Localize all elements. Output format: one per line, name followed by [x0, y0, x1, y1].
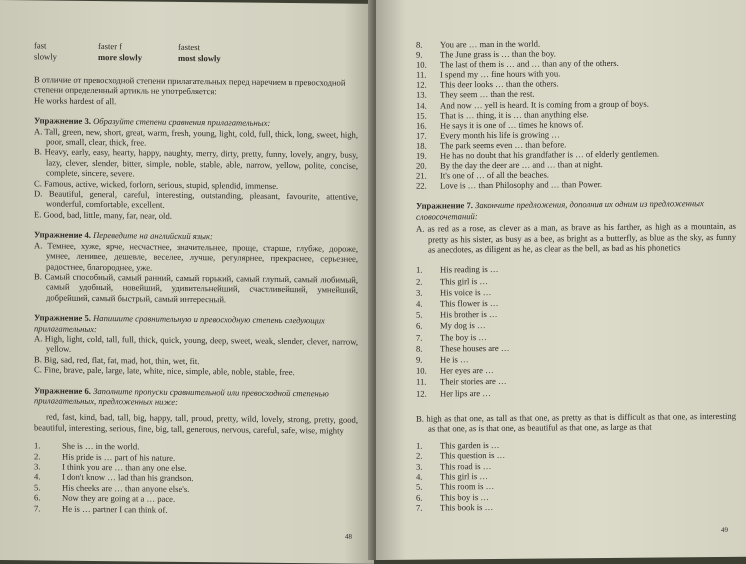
list-item — [416, 386, 736, 400]
grammar-note-example: He works hardest of all. — [34, 95, 117, 107]
exercise-task: Образуйте степени сравнения прилагательных: — [93, 116, 271, 129]
item-text: He has no doubt that his grandfather is … of elderly gentlemen. — [440, 148, 660, 161]
item-text: He says it is one of … times he knows of. — [440, 118, 584, 131]
item-text: The last of them is … and … than any of the others. — [440, 58, 619, 70]
word-bank: red, fast, kind, bad, tall, big, happy, tall, proud, pretty, wild, lovely, strong, pretty, good, beautiful, interesting, serious, fine, big, tall, generous, nervous, careful, safe, wise, mighty — [34, 411, 358, 436]
item-number: 7. — [416, 332, 423, 343]
list-item — [416, 500, 736, 513]
item-number: 6. — [34, 492, 41, 503]
item-text: I spend my … fine hours with you. — [440, 68, 561, 80]
item-number: 12. — [416, 79, 427, 91]
degree-cell: faster f — [98, 41, 123, 52]
degree-cell: slowly — [34, 51, 57, 62]
exercise-7-heading — [416, 198, 736, 222]
item-text: Their stories are … — [440, 376, 507, 387]
list-item — [416, 178, 736, 191]
item-number: 13. — [416, 90, 427, 101]
item-text: The boy is … — [440, 331, 488, 343]
item-text: This boy is … — [440, 491, 489, 503]
item-text: Love is … than Philosophy and … than Power. — [440, 179, 603, 191]
degree-cell: more slowly — [98, 52, 142, 63]
item-text: I don't know … lad than his grandson. — [62, 472, 194, 484]
item-text: I think you are … than any one else. — [62, 461, 187, 473]
item-text: This girl is … — [440, 275, 488, 287]
exercise-item: B. Самый способный, самый ранний, самый горький, самый глупый, самый любимый, самый удобный, новейший, удивительнейший, счастливейший, умнейший, добрейший, самый быстрый, самый интересный. — [34, 271, 358, 305]
item-text: You are … man in the world. — [440, 38, 541, 50]
item-number: 6. — [416, 321, 423, 332]
exercise-item: A. Темнее, хуже, ярче, несчастнее, значительнее, проще, старше, глубже, дороже, умнее, ленивее, дешевле, веселее, лучше, регулярнее, прекраснее, серьезнее, радостнее, благороднее, уже. — [34, 240, 358, 273]
page-number: 48 — [345, 532, 352, 541]
page-number: 49 — [721, 525, 728, 534]
item-text: This girl is … — [440, 470, 488, 482]
item-text: Now they are going at a … pace. — [62, 492, 176, 505]
item-text: This garden is … — [440, 439, 500, 451]
item-number: 8. — [416, 39, 423, 50]
exercise-title: Упражнение 3. — [34, 115, 91, 127]
item-text: By the day the deer are … and … than at night. — [440, 159, 603, 171]
item-number: 21. — [416, 170, 427, 181]
item-number: 9. — [416, 354, 423, 365]
item-text: His reading is … — [440, 264, 499, 275]
exercise-title: Упражнение 7. — [416, 200, 473, 212]
sentence-list — [34, 441, 358, 517]
item-number: 20. — [416, 160, 427, 171]
item-text: He is … partner I can think of. — [62, 503, 168, 515]
degree-table — [34, 40, 358, 65]
grammar-note: В отличие от превосходной степени прилагательных перед наречием в превосходной степени определенный артикль не употребляется: — [34, 74, 346, 97]
item-number: 4. — [416, 298, 423, 309]
sentence-list — [416, 37, 736, 191]
item-number: 9. — [416, 49, 423, 60]
item-number: 19. — [416, 150, 427, 161]
item-number: 6. — [416, 492, 423, 503]
phrase-bank-b: B. high as that one, as tall as that one, as pretty as that is difficult as that one, as interesting as that one, as is that one, as beautiful as that one, as large as that — [416, 410, 736, 434]
exercise-task: Напишите сравнительную и превосходную степень следующих прилагательных: — [34, 313, 325, 334]
item-text: The park seems even … than before. — [440, 139, 567, 151]
exercise-task: Переведите на английский язык: — [93, 230, 213, 242]
item-text: She is … in the world. — [62, 440, 140, 452]
item-text: Every month his life is growing … — [440, 129, 560, 141]
item-text: That is … thing, it is … than anything else. — [440, 108, 589, 121]
exercise-task: Заполните пропуски сравнительной или превосходной степенью прилагательных, предложенных ниже: — [34, 385, 329, 407]
item-number: 14. — [416, 100, 427, 111]
item-text: This road is … — [440, 460, 492, 471]
exercise-item: D. Beautiful, general, careful, interesting, outstanding, pleasant, favourite, attentive, wonderful, comfortable, excellent. — [34, 188, 358, 211]
degree-cell: most slowly — [178, 52, 221, 64]
phrase-bank-a: A. as red as a rose, as clever as a man, as brave as his farther, as high as a mountain, as pretty as his sister, as busy as a bee, as bright as a butterfly, as blue as the sky, as funny as anecdotes, as diligent as he, as clear as the bell, as bad as his phonetics — [416, 221, 736, 255]
exercise-title: Упражнение 4. — [34, 229, 91, 241]
item-text: His pride is … part of his nature. — [62, 451, 176, 463]
exercise-item: C. Famous, active, wicked, forlorn, serious, stupid, splendid, immense. — [34, 178, 279, 191]
item-number: 3. — [416, 287, 423, 298]
item-number: 15. — [416, 110, 427, 121]
item-number: 2. — [34, 450, 41, 462]
exercise-item: B. Heavy, early, easy, hearty, happy, naughty, merry, dirty, pretty, funny, lovely, angry, busy, lazy, clever, slender, bitter, simple, noble, stable, able, narrow, yellow, polite, concise, complete, sincere, severe. — [34, 146, 358, 179]
item-number: 1. — [416, 265, 423, 276]
exercise-item: E. Good, bad, little, many, far, near, old. — [34, 209, 172, 221]
item-number: 2. — [416, 450, 423, 461]
item-text: This question is … — [440, 449, 506, 461]
item-number: 8. — [416, 343, 423, 354]
item-number: 12. — [416, 388, 427, 399]
item-text: This book is … — [440, 502, 494, 513]
item-number: 4. — [34, 471, 41, 482]
item-number: 7. — [34, 502, 41, 514]
item-text: These houses are … — [440, 342, 510, 354]
item-number: 17. — [416, 130, 427, 141]
item-number: 16. — [416, 120, 427, 131]
item-number: 11. — [416, 69, 427, 80]
item-text: Her eyes are … — [440, 365, 494, 376]
item-number: 5. — [416, 309, 423, 320]
item-text: Her lips are … — [440, 387, 491, 399]
item-text: This room is … — [440, 481, 495, 492]
exercise-item: A. High, light, cold, tall, full, thick, quick, young, deep, sweet, weak, slender, clever, narrow, yellow. — [34, 333, 358, 355]
item-number: 2. — [416, 276, 423, 287]
exercise-task: Закончите предложения, дополнив их одним из предложенных словосочетаний: — [416, 198, 704, 222]
item-number: 1. — [34, 440, 41, 451]
list-item — [34, 503, 358, 517]
item-number: 22. — [416, 180, 427, 191]
item-number: 11. — [416, 377, 427, 388]
item-number: 4. — [416, 471, 423, 482]
item-number: 5. — [34, 482, 41, 493]
degree-cell: fastest — [178, 41, 200, 53]
item-text: My dog is … — [440, 320, 486, 331]
exercise-title: Упражнение 6. — [34, 384, 91, 396]
item-text: They seem … than the rest. — [440, 89, 535, 100]
exercise-item: B. Big, sad, red, flat, fat, mad, hot, thin, wet, fit. — [34, 354, 200, 366]
degree-cell: fast — [34, 40, 47, 51]
exercise-6-heading — [34, 385, 358, 409]
item-text: It's one of … of all the beaches. — [440, 169, 549, 181]
exercise-title: Упражнение 5. — [34, 312, 91, 324]
item-number: 10. — [416, 59, 427, 70]
item-text: His cheeks are … than anyone else's. — [62, 482, 190, 494]
item-number: 5. — [416, 481, 423, 492]
item-text: His voice is … — [440, 286, 492, 298]
exercise-list-b — [416, 438, 736, 514]
item-text: The June grass is … than the boy. — [440, 48, 556, 60]
item-number: 1. — [416, 440, 423, 451]
item-text: He is … — [440, 354, 469, 365]
item-number: 18. — [416, 140, 427, 151]
exercise-item: A. Tall, green, new, short, great, warm, fresh, young, light, cold, full, thick, long, sweet, high, poor, small, clear, thick, free. — [34, 125, 358, 148]
item-number: 7. — [416, 502, 423, 513]
item-number: 3. — [416, 461, 423, 472]
exercise-item: C. Fine, brave, pale, large, late, white, nice, simple, able, noble, stable, free. — [34, 364, 295, 378]
item-number: 3. — [34, 461, 41, 472]
exercise-list-a — [416, 262, 736, 399]
item-text: His brother is … — [440, 309, 498, 320]
right-page — [376, 0, 746, 560]
item-number: 10. — [416, 365, 427, 376]
item-text: And now … yell is heard. It is coming from a group of boys. — [440, 98, 649, 111]
item-text: This deer looks … than the others. — [440, 78, 559, 90]
item-text: This flower is … — [440, 297, 499, 309]
